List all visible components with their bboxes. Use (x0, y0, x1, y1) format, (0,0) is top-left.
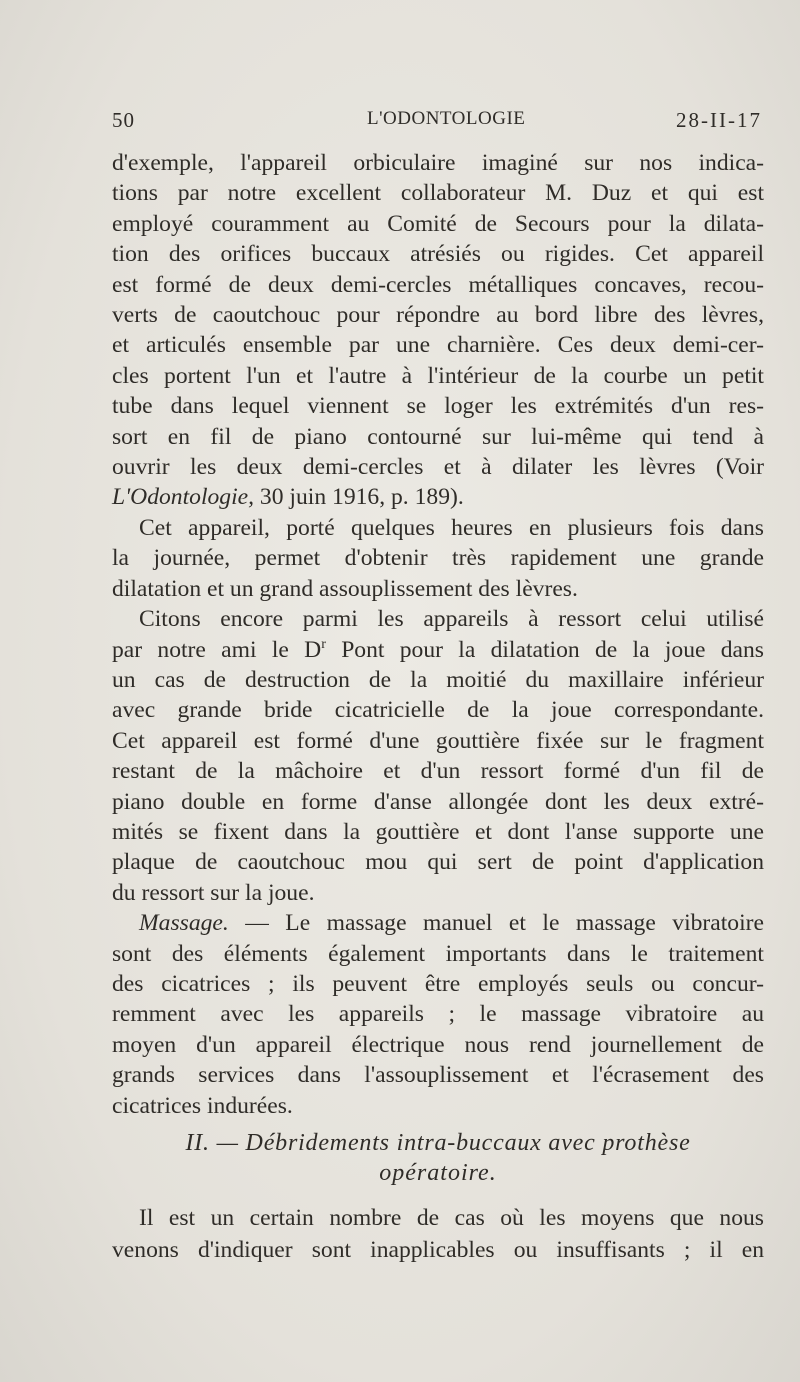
page-number: 50 (112, 108, 135, 132)
citation-detail: 30 juin 1916, p. 189). (254, 484, 464, 511)
subsection-title: Massage. (139, 910, 229, 937)
text-line: dilatation et un grand assouplissement des lèvres. (112, 575, 578, 602)
doctor-abbrev-superscript: r (321, 635, 326, 652)
text-line: tube dans lequel viennent se loger les extrémités d'un res- (112, 393, 764, 420)
text-line (112, 482, 764, 512)
text-line: Cet appareil, porté quelques heures en plusieurs fois dans (139, 514, 764, 541)
text-line: un cas de destruction de la moitié du maxillaire inférieur (112, 666, 764, 693)
text-line: cles portent l'un et l'autre à l'intérieur de la courbe un petit (112, 362, 764, 389)
text-line: sont des éléments également importants dans le traitement (112, 940, 764, 967)
text-line: des cicatrices ; ils peuvent être employés seuls ou concur- (112, 970, 764, 997)
text-line: Cet appareil est formé d'une gouttière fixée sur le fragment (112, 727, 764, 754)
text-line: piano double en forme d'anse allongée dont les deux extré- (112, 788, 764, 815)
running-header (112, 108, 762, 138)
text-line: cicatrices indurées. (112, 1092, 293, 1119)
text-line: sort en fil de piano contourné sur lui-même qui tend à (112, 423, 764, 450)
text-line: par notre ami le $D^r$ Pont pour la dilatation de la joue dans (112, 635, 764, 663)
text-line: est formé de deux demi-cercles métalliques concaves, recou- (112, 271, 764, 298)
body-text (112, 148, 764, 1121)
section-heading-line: II. — Débridements intra-buccaux avec prothèse (185, 1130, 691, 1156)
text-line: remment avec les appareils ; le massage vibratoire au (112, 1001, 764, 1028)
text-line: Il est un certain nombre de cas où les moyens que nous (139, 1205, 764, 1231)
text-line: moyen d'un appareil électrique nous rend journellement de (112, 1031, 764, 1058)
text-line: tion des orifices buccaux atrésiés ou rigides. Cet appareil (112, 241, 764, 268)
text-line: verts de caoutchouc pour répondre au bord libre des lèvres, (112, 302, 764, 329)
text-line: grands services dans l'assouplissement et l'écrasement des (112, 1062, 764, 1089)
text-line: tions par notre excellent collaborateur M. Duz et qui est (112, 180, 764, 207)
text-line: avec grande bride cicatricielle de la joue correspondante. (112, 697, 764, 724)
text-line: mités se fixent dans la gouttière et dont l'anse supporte une (112, 818, 764, 845)
text-line: restant de la mâchoire et d'un ressort formé d'un fil de (112, 758, 764, 785)
issue-date: 28-II-17 (676, 108, 762, 132)
body-text-continued (112, 1202, 764, 1266)
journal-title: L'ODONTOLOGIE (367, 108, 526, 129)
text-line: Massage. — Le massage manuel et le massage vibratoire (139, 910, 764, 937)
text-line: du ressort sur la joue. (112, 879, 315, 906)
section-heading (112, 1128, 764, 1188)
text-line: d'exemple, l'appareil orbiculaire imaginé sur nos indica- (112, 150, 764, 176)
text-line: et articulés ensemble par une charnière. Ces deux demi-cer- (112, 332, 764, 359)
section-heading-line: opératoire. (379, 1160, 497, 1186)
text-line: Citons encore parmi les appareils à ressort celui utilisé (139, 606, 764, 633)
text-line: la journée, permet d'obtenir très rapidement une grande (112, 545, 764, 572)
text-line: plaque de caoutchouc mou qui sert de point d'application (112, 849, 764, 876)
journal-citation: L'Odontologie, (112, 484, 255, 511)
text-line: employé couramment au Comité de Secours pour la dilata- (112, 210, 764, 237)
text-line: venons d'indiquer sont inapplicables ou insuffisants ; il en (112, 1237, 764, 1263)
text-line: ouvrir les deux demi-cercles et à dilater les lèvres (Voir (112, 454, 764, 481)
